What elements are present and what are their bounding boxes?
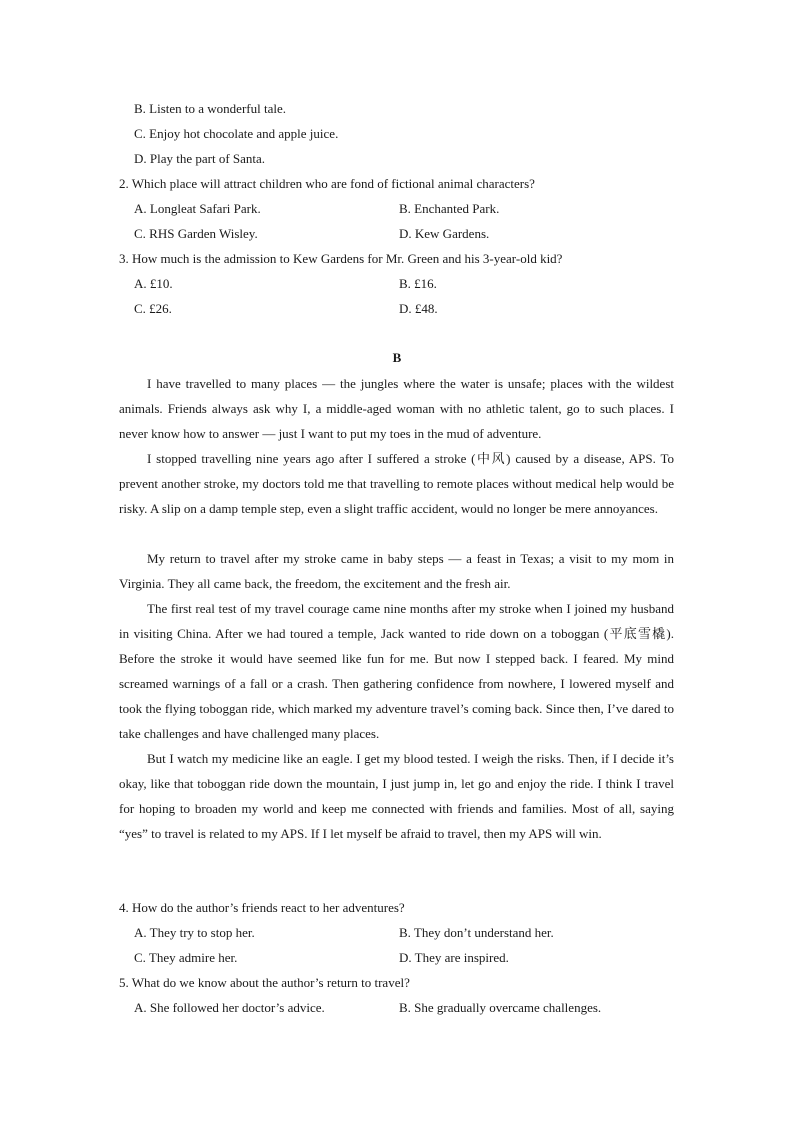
q4-stem: 4. How do the author’s friends react to her adventures? [119,900,405,915]
passage-paragraph: I have travelled to many places — the jungles where the water is unsafe; places with the wildest animals. Friends always ask why I, a middle-aged woman with no athletic talent, go to such places. I never know how to answer — just I want to put my toes in the mud of adventure. [119,376,674,441]
q2-stem: 2. Which place will attract children who are fond of fictional animal characters? [119,176,535,191]
q5-option-b: B. She gradually overcame challenges. [399,1000,602,1015]
q3-option-c: C. £26. [134,301,172,316]
passage-paragraph: I stopped travelling nine years ago after I suffered a stroke (中风) caused by a disease, APS. To prevent another stroke, my doctors told me that travelling to remote places without medical help would be risky. A slip on a damp temple step, even a slight traffic accident, would no longer be mere annoyances. [119,451,674,516]
q5-option-a: A. She followed her doctor’s advice. [134,1000,325,1015]
passage-heading: B [392,350,402,365]
passage-paragraph: My return to travel after my stroke came in baby steps — a feast in Texas; a visit to my mom in Virginia. They all came back, the freedom, the excitement and the fresh air. [119,551,674,591]
q3-option-d: D. £48. [399,301,438,316]
q5-stem: 5. What do we know about the author’s return to travel? [119,975,410,990]
q4-option-c: C. They admire her. [134,950,238,965]
q2-option-c: C. RHS Garden Wisley. [134,226,258,241]
q1-option-c: C. Enjoy hot chocolate and apple juice. [134,126,339,141]
q3-option-b: B. £16. [399,276,437,291]
q4-option-b: B. They don’t understand her. [399,925,554,940]
q4-option-a: A. They try to stop her. [134,925,255,940]
q3-stem: 3. How much is the admission to Kew Gardens for Mr. Green and his 3-year-old kid? [119,251,563,266]
passage-paragraph: But I watch my medicine like an eagle. I get my blood tested. I weigh the risks. Then, if I decide it’s okay, like that toboggan ride down the mountain, I just jump in, let go and enjoy the ride. I think I travel for hoping to broaden my world and keep me connected with friends and families. Most of all, saying “yes” to travel is related to my APS. If I let myself be afraid to travel, then my APS will win. [119,751,674,841]
q2-option-d: D. Kew Gardens. [399,226,490,241]
q2-option-a: A. Longleat Safari Park. [134,201,261,216]
q1-option-d: D. Play the part of Santa. [134,151,266,166]
q2-option-b: B. Enchanted Park. [399,201,500,216]
q3-option-a: A. £10. [134,276,173,291]
passage-paragraph: The first real test of my travel courage came nine months after my stroke when I joined my husband in visiting China. After we had toured a temple, Jack wanted to ride down on a toboggan (平底雪橇). Before the stroke it would have seemed like fun for me. But now I stepped back. I feared. My mind screamed warnings of a fall or a crash. Then gathering confidence from nowhere, I lowered myself and took the flying toboggan ride, which marked my adventure travel’s coming back. Since then, I’ve dared to take challenges and have challenged many places. [119,601,674,741]
q1-option-b: B. Listen to a wonderful tale. [134,101,286,116]
q4-option-d: D. They are inspired. [399,950,509,965]
